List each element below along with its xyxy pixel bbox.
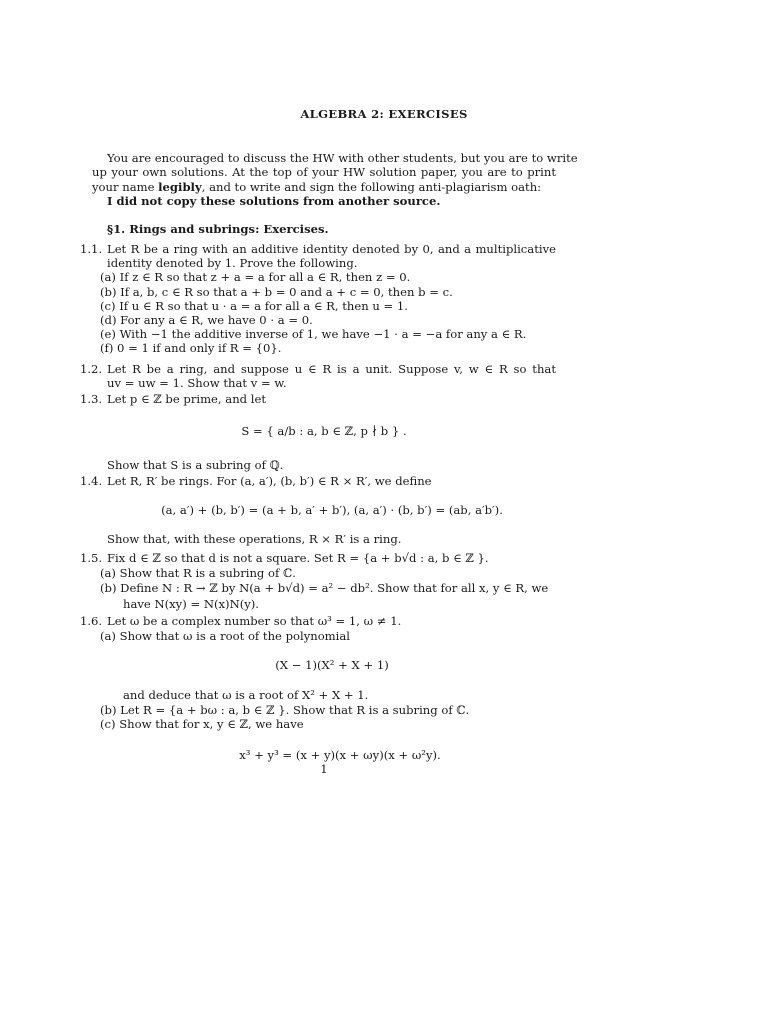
intro-legibly: legibly	[158, 180, 202, 194]
exercise-1-6-display-2: x³ + y³ = (x + y)(x + ωy)(x + ω²y).	[239, 748, 441, 762]
exercise-1-2-number: 1.2.	[80, 362, 103, 376]
exercise-1-4-display: (a, a′) + (b, b′) = (a + b, a′ + b′), (a, a′) · (b, b′) = (ab, a′b′).	[161, 503, 503, 517]
intro-line-3-c: , and to write and sign the following anti-plagiarism oath:	[201, 180, 542, 194]
exercise-1-2-line-2: uv = uw = 1. Show that v = w.	[107, 376, 287, 390]
exercise-1-1-e: (e) With −1 the additive inverse of 1, we have −1 · a = −a for any a ∈ R.	[100, 327, 527, 341]
exercise-1-6-a-line-2: and deduce that ω is a root of X² + X + 1.	[123, 688, 369, 702]
intro-line-3	[92, 180, 541, 194]
exercise-1-4-after: Show that, with these operations, R × R′ is a ring.	[107, 532, 402, 546]
exercise-1-5-line-1: Fix d ∈ ℤ so that d is not a square. Set R = {a + b√d : a, b ∈ ℤ }.	[107, 551, 489, 565]
exercise-1-6-number: 1.6.	[80, 614, 103, 628]
exercise-1-1-line-2: identity denoted by 1. Prove the following.	[107, 256, 358, 270]
exercise-1-6-a: (a) Show that ω is a root of the polynomial	[100, 629, 351, 643]
page-title: ALGEBRA 2: EXERCISES	[300, 107, 468, 121]
exercise-1-6-display-1: (X − 1)(X² + X + 1)	[275, 658, 389, 672]
exercise-1-2-line-1: Let R be a ring, and suppose u ∈ R is a unit. Suppose v, w ∈ R so that	[107, 362, 556, 376]
exercise-1-5-a: (a) Show that R is a subring of ℂ.	[100, 566, 296, 580]
exercise-1-5-number: 1.5.	[80, 551, 103, 565]
exercise-1-3-display: S = { a/b : a, b ∈ ℤ, p ∤ b } .	[241, 424, 407, 438]
exercise-1-4-line-1: Let R, R′ be rings. For (a, a′), (b, b′) ∈ R × R′, we define	[107, 474, 432, 488]
exercise-1-1-a: (a) If z ∈ R so that z + a = a for all a ∈ R, then z = 0.	[100, 270, 411, 284]
exercise-1-1-f: (f) 0 = 1 if and only if R = {0}.	[100, 341, 282, 355]
exercise-1-6-line-1: Let ω be a complex number so that ω³ = 1, ω ≠ 1.	[107, 614, 402, 628]
exercise-1-1-d: (d) For any a ∈ R, we have 0 · a = 0.	[100, 313, 313, 327]
intro-line-2: up your own solutions. At the top of your HW solution paper, you are to print	[92, 165, 556, 179]
intro-line-3-a: your name	[92, 180, 159, 194]
intro-line-1: You are encouraged to discuss the HW with other students, but you are to write	[107, 151, 578, 165]
exercise-1-6-b: (b) Let R = {a + bω : a, b ∈ ℤ }. Show that R is a subring of ℂ.	[100, 703, 470, 717]
section-heading: §1. Rings and subrings: Exercises.	[107, 222, 329, 236]
anti-plagiarism-oath: I did not copy these solutions from another source.	[107, 194, 441, 208]
page-number: 1	[320, 762, 328, 776]
exercise-1-5-b-line-2: have N(xy) = N(x)N(y).	[123, 597, 259, 611]
exercise-1-3-number: 1.3.	[80, 392, 103, 406]
exercise-1-4-number: 1.4.	[80, 474, 103, 488]
exercise-1-1-b: (b) If a, b, c ∈ R so that a + b = 0 and a + c = 0, then b = c.	[100, 285, 453, 299]
exercise-1-3-line-1: Let p ∈ ℤ be prime, and let	[107, 392, 267, 406]
exercise-1-6-c: (c) Show that for x, y ∈ ℤ, we have	[100, 717, 304, 731]
exercise-1-1-c: (c) If u ∈ R so that u · a = a for all a ∈ R, then u = 1.	[100, 299, 408, 313]
exercise-1-3-after: Show that S is a subring of ℚ.	[107, 458, 284, 472]
exercise-1-1-line-1: Let R be a ring with an additive identity denoted by 0, and a multiplicative	[107, 242, 556, 256]
exercise-1-5-b-line-1: (b) Define N : R → ℤ by N(a + b√d) = a² − db². Show that for all x, y ∈ R, we	[100, 581, 549, 595]
exercise-1-1-number: 1.1.	[80, 242, 103, 256]
